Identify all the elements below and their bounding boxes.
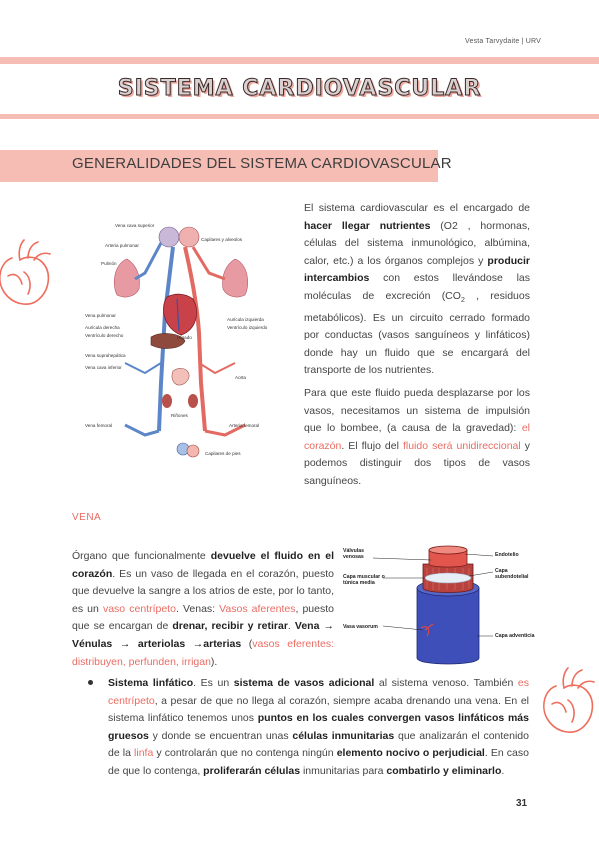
label-vena-suprahepatica: Vena suprahepática bbox=[85, 353, 126, 358]
pump-paragraph: Para que este fluido pueda desplazarse por los vasos, necesitamos un sistema de impulsión que lo bombee, (a causa de la gravedad): el corazón. El flujo del fluido será unidireccional y podemos distinguir dos tipos de vasos sanguíneos. bbox=[304, 387, 530, 487]
label-capa-muscular: Capa muscular o túnica media bbox=[343, 574, 385, 586]
list-item bbox=[88, 675, 529, 781]
intro-paragraph: El sistema cardiovascular es el encargado de hacer llegar nutrientes (O2 , hormonas, células del sistema inmunológico, albúmina, calor, etc.) a los órganos complejos y producir intercambios con estos llevándose las moléculas de excreción ($CO_2$ , residuos metabólicos). Es un circuito cerrado formado por conductas (vasos sanguíneos y linfáticos) donde hay un fluido que se encargará del transporte de los nutrientes. bbox=[304, 202, 531, 377]
section-title: GENERALIDADES DEL SISTEMA CARDIOVASCULAR bbox=[72, 155, 452, 172]
label-vasa-vasorum: Vasa vasorum bbox=[343, 624, 378, 630]
label-vena-pulmonar: Vena pulmonar bbox=[85, 313, 116, 318]
label-arteria-femoral: Arteria femoral bbox=[229, 423, 260, 428]
label-auricula-izquierda: Aurícula izquierda bbox=[227, 317, 264, 322]
label-arteria-pulmonar: Arteria pulmonar bbox=[105, 243, 139, 248]
label-rinones: Riñones bbox=[171, 413, 188, 418]
label-vena-femoral: Vena femoral bbox=[85, 423, 113, 428]
label-capa-adventicia: Capa adventicia bbox=[495, 633, 535, 639]
label-valvulas-venosas: Válvulas venosas bbox=[343, 548, 365, 560]
author-header: Vesta Tarvydaite | URV bbox=[465, 38, 541, 45]
label-capilares-alveolos: Capilares y alveolos bbox=[201, 237, 243, 242]
label-ventriculo-izquierdo: Ventrículo izquierdo bbox=[227, 325, 268, 330]
label-vena-cava-superior: Vena cava superior bbox=[115, 223, 155, 228]
page-title: SISTEMA CARDIOVASCULAR bbox=[117, 76, 482, 101]
label-endotelio: Endotelio bbox=[495, 552, 519, 558]
circulatory-system-diagram bbox=[85, 213, 300, 465]
label-ventriculo-derecho: Ventrículo derecho bbox=[85, 333, 124, 338]
page-number: 31 bbox=[516, 798, 528, 809]
vein-structure-diagram bbox=[343, 544, 533, 670]
label-vena-cava-inferior: Vena cava inferior bbox=[85, 365, 122, 370]
lymphatic-paragraph: Sistema linfático. Es un sistema de vasos adicional al sistema venoso. También es centrípeto, a pesar de que no llega al corazón, siempre acaba drenando una vena. En el sistema linfático tenemos unos puntos en los cuales convergen vasos linfáticos más gruesos y donde se encuentran unas células inmunitarias que analizarán el contenido de la linfa y controlarán que no contenga ningún elemento nocivo o perjudicial. En caso de que lo contenga, proliferarán células inmunitarias para combatirlo y eliminarlo. bbox=[108, 677, 529, 777]
label-capilares-pies: Capilares de pies bbox=[205, 451, 241, 456]
label-auricula-derecha: Aurícula derecha bbox=[85, 325, 120, 330]
vena-subheading: VENA bbox=[72, 512, 102, 523]
anatomical-heart-icon bbox=[0, 236, 60, 312]
vena-paragraph: Órgano que funcionalmente devuelve el fluido en el corazón. Es un vaso de llegada en el corazón, puesto que devuelve la sangre a los atrios de este, por lo tanto, es un vaso centrípeto. Venas: Vasos aferentes, puesto que se encargan de drenar, recibir y retirar. Vena → Vénulas → arteriolas →arterias (vasos eferentes: distribuyen, perfunden, irrigan). bbox=[72, 550, 334, 668]
bullet-dot bbox=[88, 680, 93, 685]
anatomical-heart-icon bbox=[538, 664, 599, 740]
title-underline-band bbox=[0, 114, 599, 119]
label-pulmon: Pulmón bbox=[101, 261, 117, 266]
top-band bbox=[0, 57, 599, 64]
label-aorta: Aorta bbox=[235, 375, 246, 380]
label-higado: Hígado bbox=[177, 335, 192, 340]
label-capa-subendotelial: Capa subendotelial bbox=[495, 568, 529, 580]
